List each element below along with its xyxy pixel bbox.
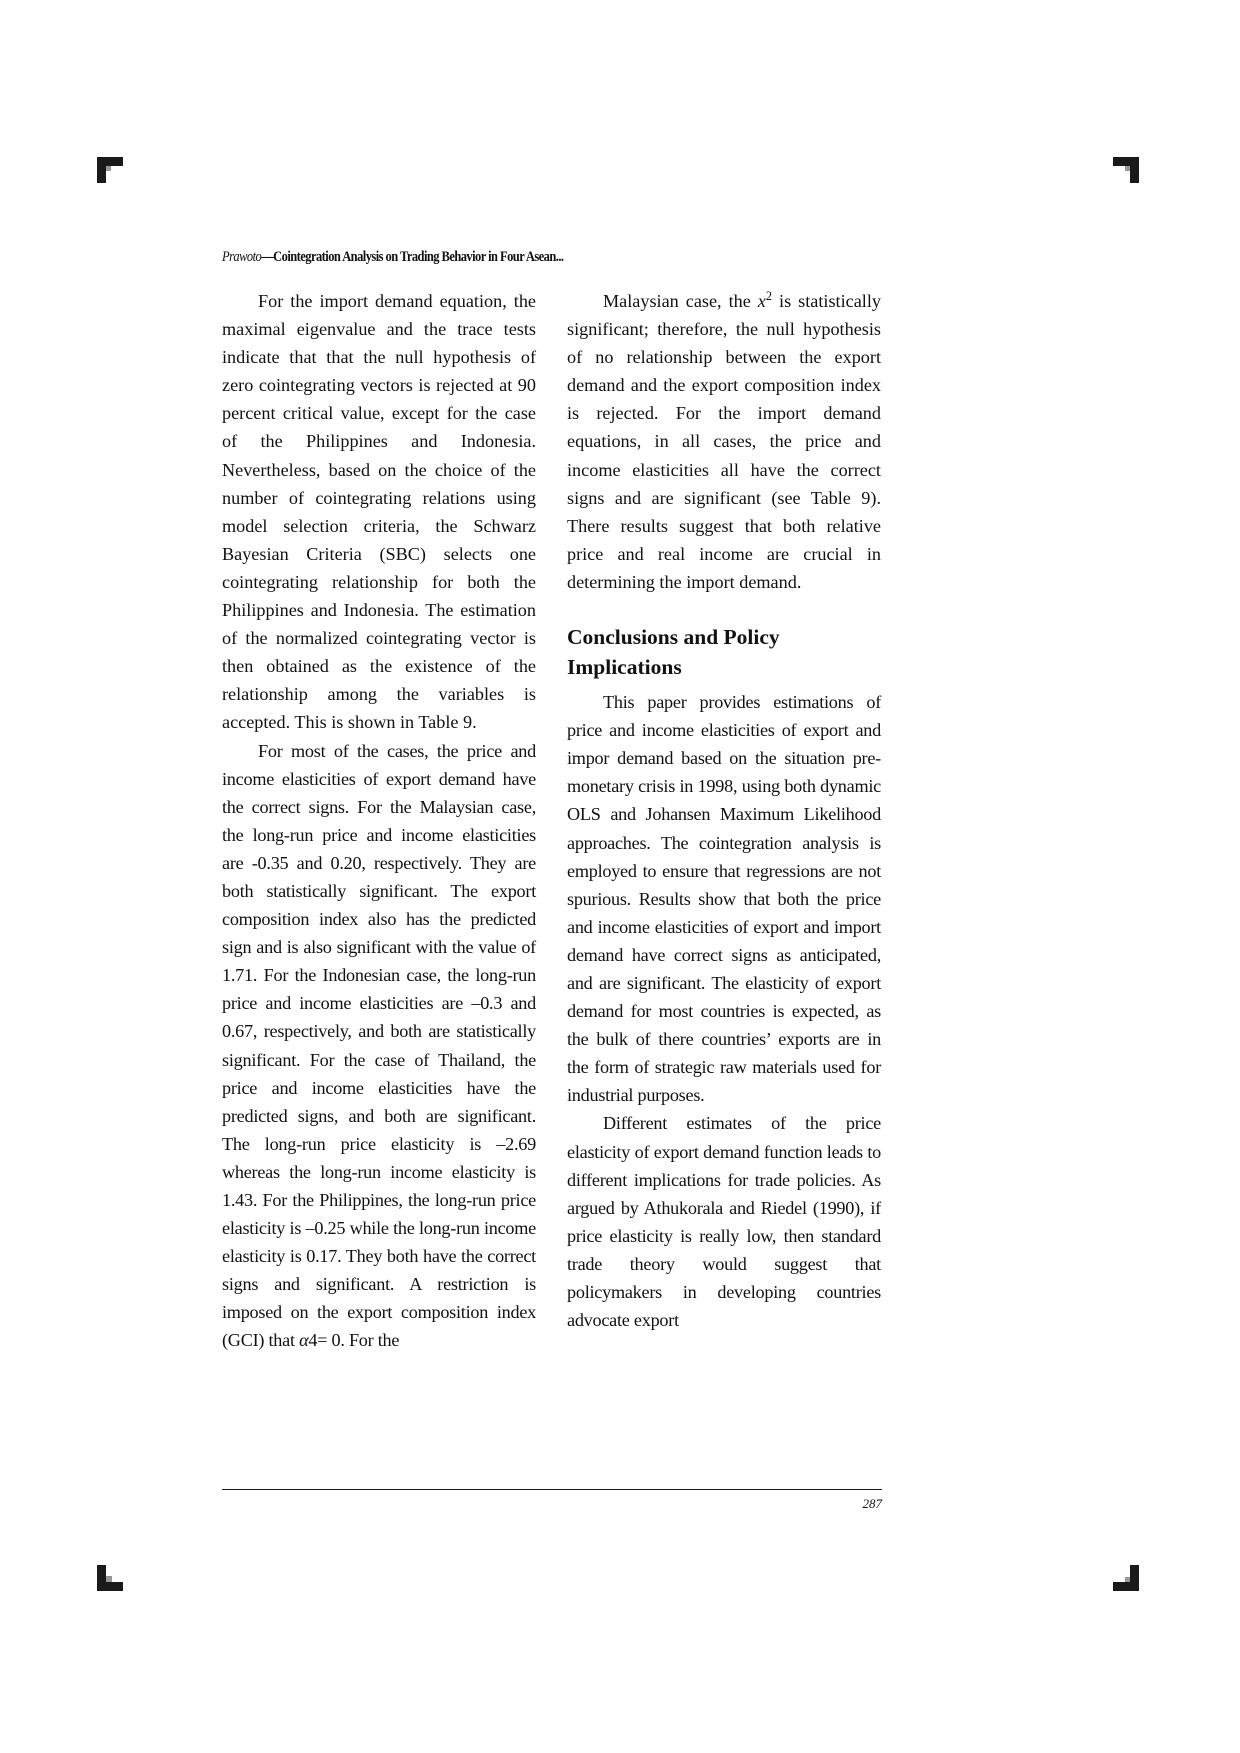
crop-mark-bottom-right (1113, 1565, 1139, 1591)
crop-mark-top-right (1113, 157, 1139, 183)
running-header-author: Prawoto (222, 248, 262, 265)
paragraph-import-demand-equation: For the import demand equation, the maximal eigenvalue and the trace tests indicate that that the null hypothesis of zero cointegrating vectors is rejected at 90 percent critical value, except for the case of the Philippines and Indonesia. Nevertheless, based on the choice of the number of cointegrating relations using model selection criteria, the Schwarz Bayesian Criteria (SBC) selects one cointegrating relationship for both the Philippines and Indonesia. The estimation of the normalized cointegrating vector is then obtained as the existence of the relationship among the variables is accepted. This is shown in Table 9. (222, 291, 536, 733)
page-number: 287 (862, 1496, 882, 1511)
paragraph-text: For most of the cases, the price and income elasticities of export demand have the correct signs. For the Malaysian case, the long-run price and income elasticities are -0.35 and 0.20, respectively. They are both statistically significant. The export composition index also has the predicted sign and is also significant with the value of 1.71. For the Indonesian case, the long-run price and income elasticities are –0.3 and 0.67, respectively, and both are statistically significant. For the case of Thailand, the price and income elasticities have the predicted signs, and both are significant. The long-run price elasticity is –2.69 whereas the long-run income elasticity is 1.43. For the Philippines, the long-run price elasticity is –0.25 while the long-run income elasticity is 0.17. They both have the correct signs and significant. A restriction is imposed on the export composition index (GCI) that (222, 740, 536, 1351)
chi-exponent: 2 (765, 288, 773, 303)
paragraph-text-lead: Malaysian case, the (603, 291, 758, 311)
footer-divider (222, 1489, 882, 1490)
right-column (567, 287, 881, 1355)
chi-variable: x (757, 291, 766, 311)
paragraph-this-paper-provides: This paper provides estimations of price and income elasticities of export and impor demand based on the situation pre-monetary crisis in 1998, using both dynamic OLS and Johansen Maximum Likelihood approaches. The cointegration analysis is employed to ensure that regressions are not spurious. Results show that both the price and income elasticities of export and import demand have correct signs as anticipated, and are significant. The elasticity of export demand for most countries is expected, as the bulk of there countries’ exports are in the form of strategic raw materials used for industrial purposes. (567, 692, 881, 1106)
paragraph-text-tail: is statistically significant; therefore, the null hypothesis of no relationship between the export demand and the export composition index is rejected. For the import demand equations, in all cases, the price and income elasticities all have the correct signs and are significant (see Table 9). There results suggest that both relative price and real income are crucial in determining the import demand. (567, 291, 881, 592)
paragraph-malaysian-chi-square (567, 287, 881, 596)
crop-mark-top-left (97, 157, 123, 183)
running-header-dash: — (261, 248, 274, 265)
paragraph-text-tail: 4= 0. For the (308, 1330, 400, 1351)
paragraph-different-estimates: Different estimates of the price elasticity of export demand function leads to different implications for trade policies. As argued by Athukorala and Riedel (1990), if price elasticity is really low, then standard trade theory would suggest that policymakers in developing countries advocate export (567, 1113, 881, 1331)
running-header (222, 248, 882, 266)
section-heading-conclusions: Conclusions and Policy Implications (567, 625, 780, 680)
crop-mark-bottom-left (97, 1565, 123, 1591)
page-content (222, 248, 882, 1355)
alpha-symbol: α (299, 1330, 309, 1351)
two-column-body (222, 287, 882, 1355)
paragraph-most-of-the-cases (222, 737, 536, 1355)
running-header-title: Cointegration Analysis on Trading Behavior in Four Asean... (273, 248, 564, 265)
left-column (222, 287, 536, 1355)
